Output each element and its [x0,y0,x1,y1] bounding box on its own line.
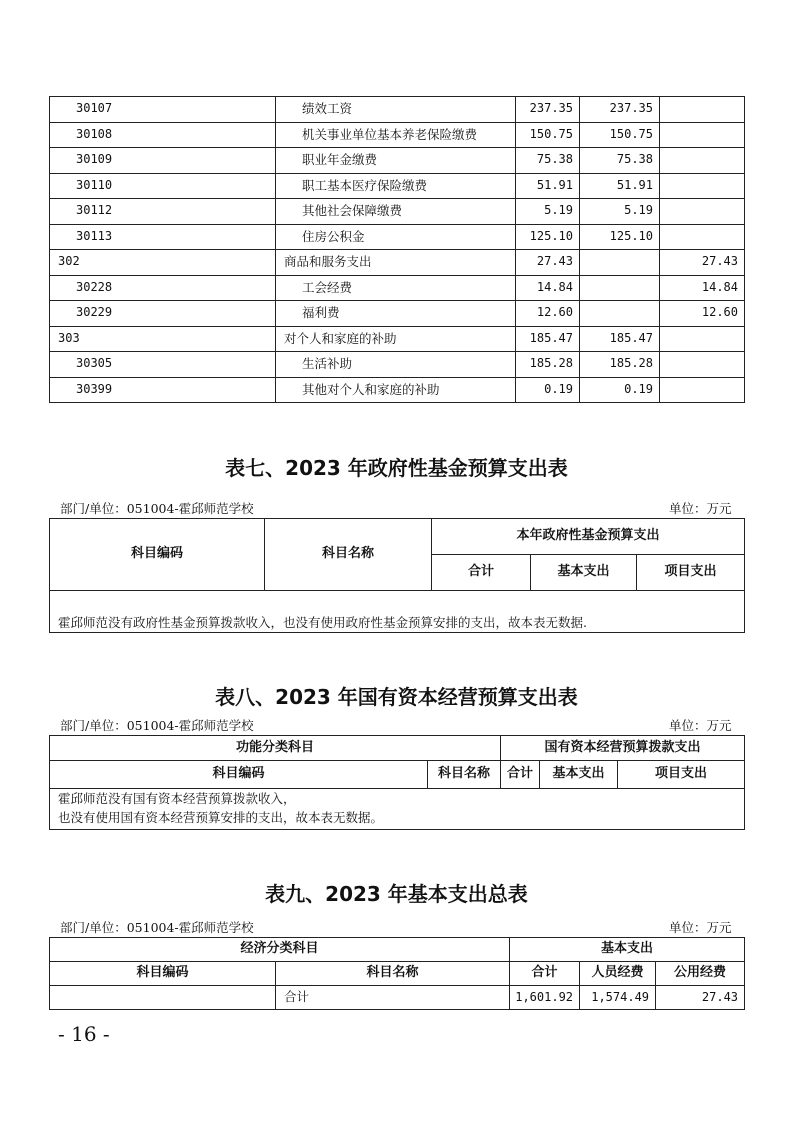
table9-row-name: 合计 [276,986,510,1010]
row-name: 其他对个人和家庭的补助 [276,377,516,403]
table7-title: 表七、2023 年政府性基金预算支出表 [225,456,568,480]
row-code: 30305 [50,352,276,378]
table8 [49,735,745,830]
table7-note: 霍邱师范没有政府性基金预算拨款收入，也没有使用政府性基金预算安排的支出，故本表无数据. [50,591,745,633]
row-personnel [580,275,660,301]
table8-note-line1: 霍邱师范没有国有资本经营预算拨款收入， [58,791,296,806]
table7-header-name: 科目名称 [265,519,432,591]
row-name: 生活补助 [276,352,516,378]
row-name: 职业年金缴费 [276,148,516,174]
row-personnel: 185.28 [580,352,660,378]
row-total: 12.60 [516,301,580,327]
row-personnel [580,250,660,276]
table7-dept: 部门/单位：051004-霍邱师范学校 [60,501,254,516]
table-row [50,122,745,148]
row-name: 其他社会保障缴费 [276,199,516,225]
row-total: 27.43 [516,250,580,276]
row-name: 商品和服务支出 [276,250,516,276]
table9-row-personnel: 1,574.49 [580,986,656,1010]
table9-header-econ: 经济分类科目 [50,938,510,962]
row-total: 14.84 [516,275,580,301]
table7-unit: 单位：万元 [669,501,732,516]
row-public [660,148,745,174]
row-name: 职工基本医疗保险缴费 [276,173,516,199]
table8-header-func: 功能分类科目 [50,736,501,761]
table9-header-code: 科目编码 [50,962,276,986]
table-row [50,377,745,403]
table9-header-total: 合计 [510,962,580,986]
table-row [50,148,745,174]
table-row [50,352,745,378]
table7-header-group: 本年政府性基金预算支出 [432,519,745,555]
page-number: - 16 - [58,1022,110,1046]
table-row [50,275,745,301]
table7-header-basic: 基本支出 [531,555,637,591]
table-row [50,97,745,123]
table8-header-basic: 基本支出 [540,761,618,789]
table9-dept: 部门/单位：051004-霍邱师范学校 [60,920,254,935]
row-public: 14.84 [660,275,745,301]
row-personnel: 125.10 [580,224,660,250]
row-public [660,224,745,250]
table8-unit: 单位：万元 [669,718,732,733]
row-code: 30228 [50,275,276,301]
row-name: 住房公积金 [276,224,516,250]
row-code: 30107 [50,97,276,123]
table7-header-code: 科目编码 [50,519,265,591]
row-total: 75.38 [516,148,580,174]
table9-header-name: 科目名称 [276,962,510,986]
row-public: 27.43 [660,250,745,276]
row-code: 30229 [50,301,276,327]
table9-header-personnel: 人员经费 [580,962,656,986]
row-personnel: 150.75 [580,122,660,148]
row-code: 30399 [50,377,276,403]
table8-header-code: 科目编码 [50,761,428,789]
table8-header-group: 国有资本经营预算拨款支出 [501,736,745,761]
table9-row-code [50,986,276,1010]
row-code: 30112 [50,199,276,225]
row-name: 福利费 [276,301,516,327]
row-public [660,377,745,403]
table7-header-project: 项目支出 [637,555,745,591]
row-name: 工会经费 [276,275,516,301]
row-personnel: 185.47 [580,326,660,352]
table8-title: 表八、2023 年国有资本经营预算支出表 [215,685,578,709]
row-total: 185.28 [516,352,580,378]
row-public [660,326,745,352]
row-public: 12.60 [660,301,745,327]
table8-note-line2: 也没有使用国有资本经营预算安排的支出，故本表无数据。 [58,810,384,825]
table8-note [50,789,745,830]
row-total: 5.19 [516,199,580,225]
row-total: 150.75 [516,122,580,148]
table-row [50,224,745,250]
row-name: 机关事业单位基本养老保险缴费 [276,122,516,148]
table9-title: 表九、2023 年基本支出总表 [265,882,528,906]
row-code: 30108 [50,122,276,148]
row-name: 绩效工资 [276,97,516,123]
row-total: 51.91 [516,173,580,199]
table-row [50,250,745,276]
row-name: 对个人和家庭的补助 [276,326,516,352]
row-code: 30109 [50,148,276,174]
row-personnel: 75.38 [580,148,660,174]
row-public [660,97,745,123]
table-row [50,199,745,225]
table-row [50,326,745,352]
table8-header-total: 合计 [501,761,540,789]
row-public [660,173,745,199]
row-public [660,199,745,225]
row-personnel: 5.19 [580,199,660,225]
table9-row-public: 27.43 [656,986,745,1010]
table8-dept: 部门/单位：051004-霍邱师范学校 [60,718,254,733]
table-row [50,173,745,199]
row-personnel: 0.19 [580,377,660,403]
row-personnel: 51.91 [580,173,660,199]
row-personnel: 237.35 [580,97,660,123]
row-public [660,122,745,148]
table7-header-total: 合计 [432,555,531,591]
table9 [49,937,745,1010]
table9-header-group: 基本支出 [510,938,745,962]
row-code: 303 [50,326,276,352]
table9-header-public: 公用经费 [656,962,745,986]
row-total: 185.47 [516,326,580,352]
row-total: 125.10 [516,224,580,250]
table6-continued [49,96,745,403]
row-code: 302 [50,250,276,276]
table8-header-project: 项目支出 [618,761,745,789]
table9-unit: 单位：万元 [669,920,732,935]
row-total: 237.35 [516,97,580,123]
row-code: 30110 [50,173,276,199]
table-row [50,301,745,327]
row-code: 30113 [50,224,276,250]
row-public [660,352,745,378]
table8-header-name: 科目名称 [428,761,501,789]
table9-row-total: 1,601.92 [510,986,580,1010]
row-personnel [580,301,660,327]
row-total: 0.19 [516,377,580,403]
table7 [49,518,745,633]
